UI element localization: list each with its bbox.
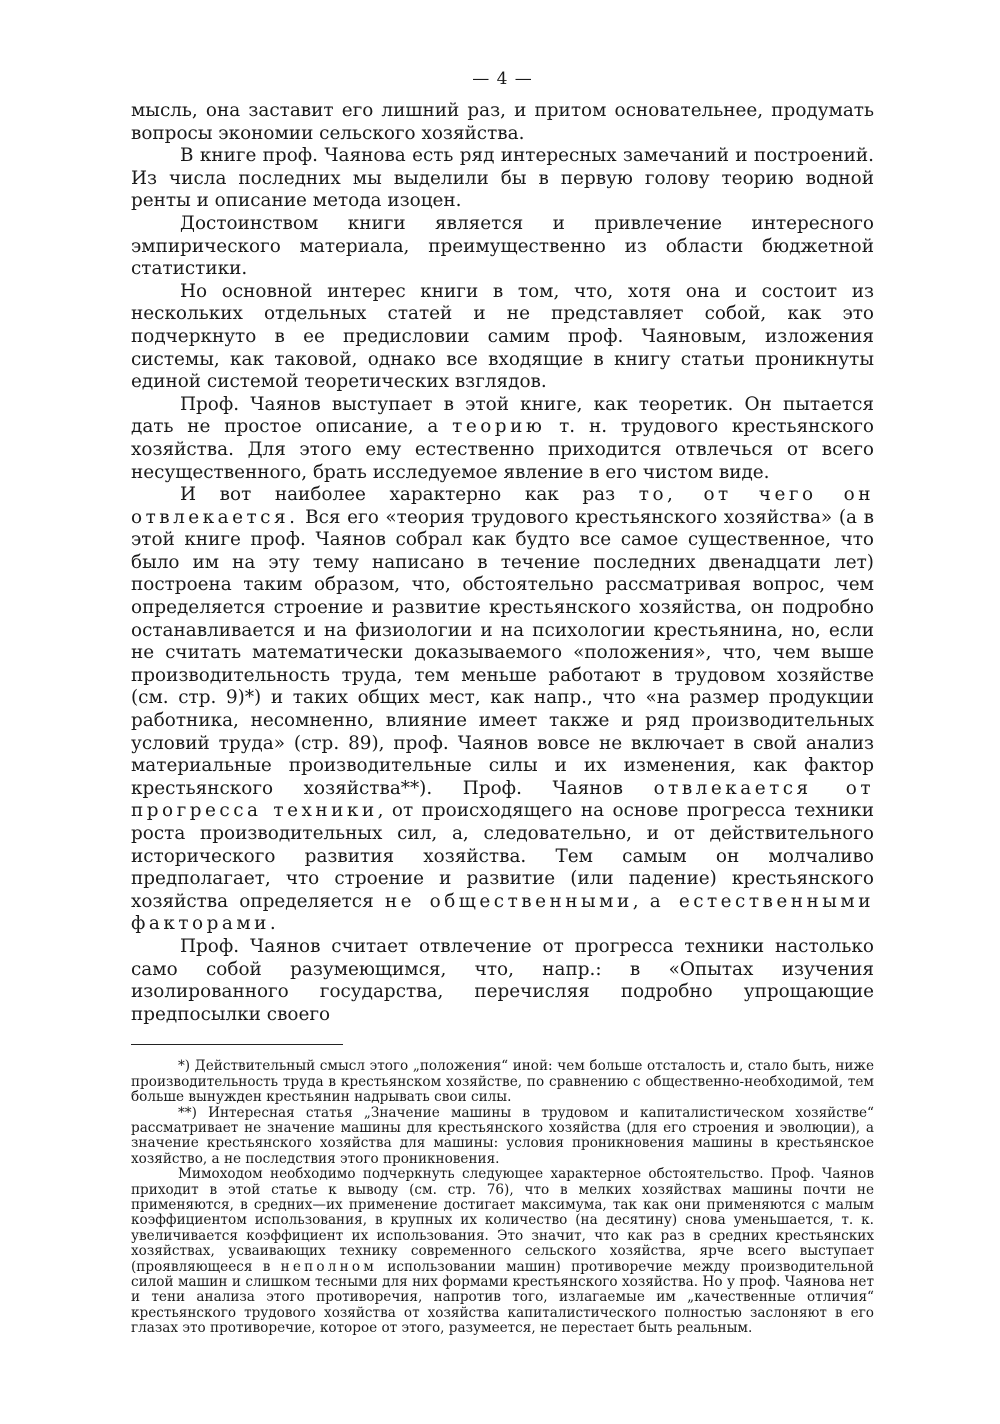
paragraph: Проф. Чаянов считает отвлечение от прогресса техники настолько само собой разумеющимся, что, напр.: в «Опытах изучения изолированного государства, перечисляя подробно упрощающие предпосылки своего (131, 935, 874, 1025)
paragraph: Проф. Чаянов выступает в этой книге, как теоретик. Он пытается дать не простое описание, а теорию т. н. трудового крестьянского хозяйства. Для этого ему естественно приходится отвлечься от всего несущественного, брать исследуемое явление в его чистом виде. (131, 393, 875, 483)
spaced-emphasis: а естественными факторами. (131, 890, 874, 935)
spaced-emphasis: то, от чего он отвлекается. (131, 484, 874, 528)
paragraph: мысль, она заставит его лишний раз, и притом основательнее, продумать вопросы экономии сельского хозяйства. (131, 100, 874, 144)
paragraph: Но основной интерес книги в том, что, хотя она и состоит из нескольких отдельных статей и не представляет собой, как это подчеркнуто в ее предисловии самим проф. Чаяновым, изложения системы, как таковой, однако все входящие в книгу статьи проникнуты единой системой теоретических взглядов. (131, 280, 874, 393)
paragraph: Достоинством книги является и привлечение интересного эмпирического материала, преимущественно из области бюджетной статистики. (131, 212, 874, 280)
footnote: Мимоходом необходимо подчеркнуть следующее характерное обстоятельство. Проф. Чаянов приходит в этой статье к выводу (см. стр. 76), что в мелких хозяйствах машины почти не применяются, в средних—их применение достигает максимума, так как они применяются с малым коэффициентом использования, в крупных их количество (на десятину) снова уменьшается, т. к. увеличивается коэффициент их использования. Это значит, что как раз в средних крестьянских хозяйствах, усваивающих технику современного сельского хозяйства, ярче всего выступает (проявляющееся в неполном использовании машин) противоречие между производительной силой машин и слишком тесными для них формами крестьянского хозяйства. Но у проф. Чаянова нет и тени анализа этого противоречия, напротив того, излагаемые им „качественные отличия“ крестьянского трудового хозяйства от хозяйства капиталистического полностью заслоняют в его глазах это противоречие, которое от этого, разумеется, не перестает быть реальным. (131, 1166, 874, 1337)
footnote: **) Интересная статья „Значение машины в трудовом и капиталистическом хозяйстве“ рассматривает не значение машины для крестьянского хозяйства (для его строения и эволюции), а значение крестьянского хозяйства для машины: условия проникновения машины в крестьянское хозяйство, а не последствия этого проникновения. (131, 1104, 874, 1167)
paragraph: В книге проф. Чаянова есть ряд интересных замечаний и построений. Из числа последних мы выделили бы в первую голову теорию водной ренты и описание метода изоцен. (131, 145, 874, 212)
spaced-emphasis: отвлекается от прогресса техники (131, 777, 875, 822)
footnote: *) Действительный смысл этого „положения“ иной: чем больше отсталость и, стало быть, ниже производительность труда в крестьянском хозяйстве, по сравнению с общественно-необходимой, тем больше вынужден крестьянин надрывать свои силы. (131, 1058, 874, 1106)
page-number: — 4 — (472, 69, 533, 89)
footnote-separator (131, 1044, 343, 1045)
spaced-emphasis: не общественными (384, 890, 633, 912)
main-text (131, 100, 874, 1026)
footnotes (131, 1059, 874, 1336)
paragraph: И вот наиболее характерно как раз то, от чего он отвлекается. Вся его «теория трудового крестьянского хозяйства» (а в этой книге проф. Чаянов собрал как будто все самое существенное, что было им на эту тему написано в течение последних двенадцати лет) построена таким образом, что, обстоятельно рассматривая вопрос, чем определяется строение и развитие крестьянского хозяйства, он подробно останавливается и на физиологии и на психологии крестьянина, но, если не считать математически доказываемого «положения», что, чем выше производительность труда, тем меньше работают в трудовом хозяйстве (см. стр. 9)*) и таких общих мест, как напр., что «на размер продукции работника, несомненно, влияние имеет также и ряд производительных условий труда» (стр. 89), проф. Чаянов вовсе не включает в свой анализ материальные производительные силы и их изменения, как фактор крестьянского хозяйства**). Проф. Чаянов отвлекается от прогресса техники, от происходящего на основе прогресса техники роста производительных сил, а, следовательно, и от действительного исторического развития хозяйства. Тем самым он молчаливо предполагает, что строение и развитие (или падение) крестьянского хозяйства определяется не общественными, а естественными факторами. (131, 484, 875, 935)
spaced-emphasis: теорию (452, 416, 546, 438)
spaced-emphasis: неполном (280, 1258, 378, 1275)
